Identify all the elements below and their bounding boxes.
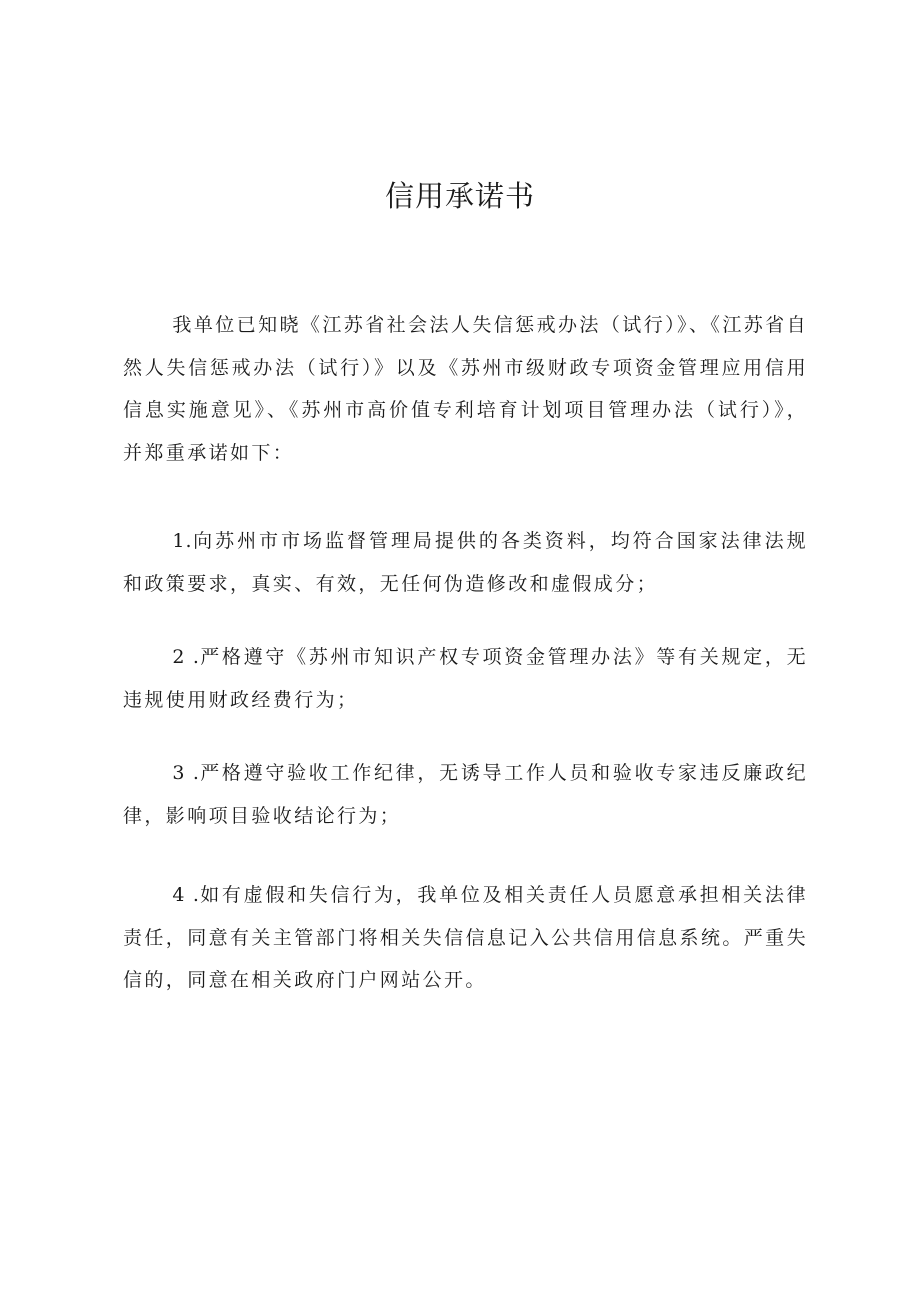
item-number: 4 . bbox=[172, 884, 200, 906]
item-text: 向苏州市市场监督管理局提供的各类资料，均符合国家法律法规和政策要求，真实、有效，无任何伪造修改和虚假成分； bbox=[123, 530, 808, 595]
item-number: 2 . bbox=[172, 646, 200, 668]
intro-paragraph: 我单位已知晓《江苏省社会法人失信惩戒办法（试行）》、《江苏省自然人失信惩戒办法（试行）》以及《苏州市级财政专项资金管理应用信用信息实施意见》、《苏州市高价值专利培育计划项目管理办法（试行）》，并郑重承诺如下： bbox=[123, 314, 808, 464]
commitment-item-1 bbox=[123, 520, 808, 605]
commitment-item-2 bbox=[123, 636, 808, 721]
item-text: 严格遵守《苏州市知识产权专项资金管理办法》等有关规定，无违规使用财政经费行为； bbox=[123, 646, 809, 711]
document-title: 信用承诺书 bbox=[384, 179, 535, 213]
item-number: 3 . bbox=[172, 762, 200, 784]
commitment-item-3 bbox=[123, 752, 808, 837]
item-text: 严格遵守验收工作纪律，无诱导工作人员和验收专家违反廉政纪律，影响项目验收结论行为； bbox=[123, 762, 809, 827]
item-text: 如有虚假和失信行为，我单位及相关责任人员愿意承担相关法律责任，同意有关主管部门将相关失信信息记入公共信用信息系统。严重失信的，同意在相关政府门户网站公开。 bbox=[123, 884, 809, 991]
commitment-item-4 bbox=[123, 874, 808, 1002]
item-number: 1. bbox=[172, 530, 193, 552]
